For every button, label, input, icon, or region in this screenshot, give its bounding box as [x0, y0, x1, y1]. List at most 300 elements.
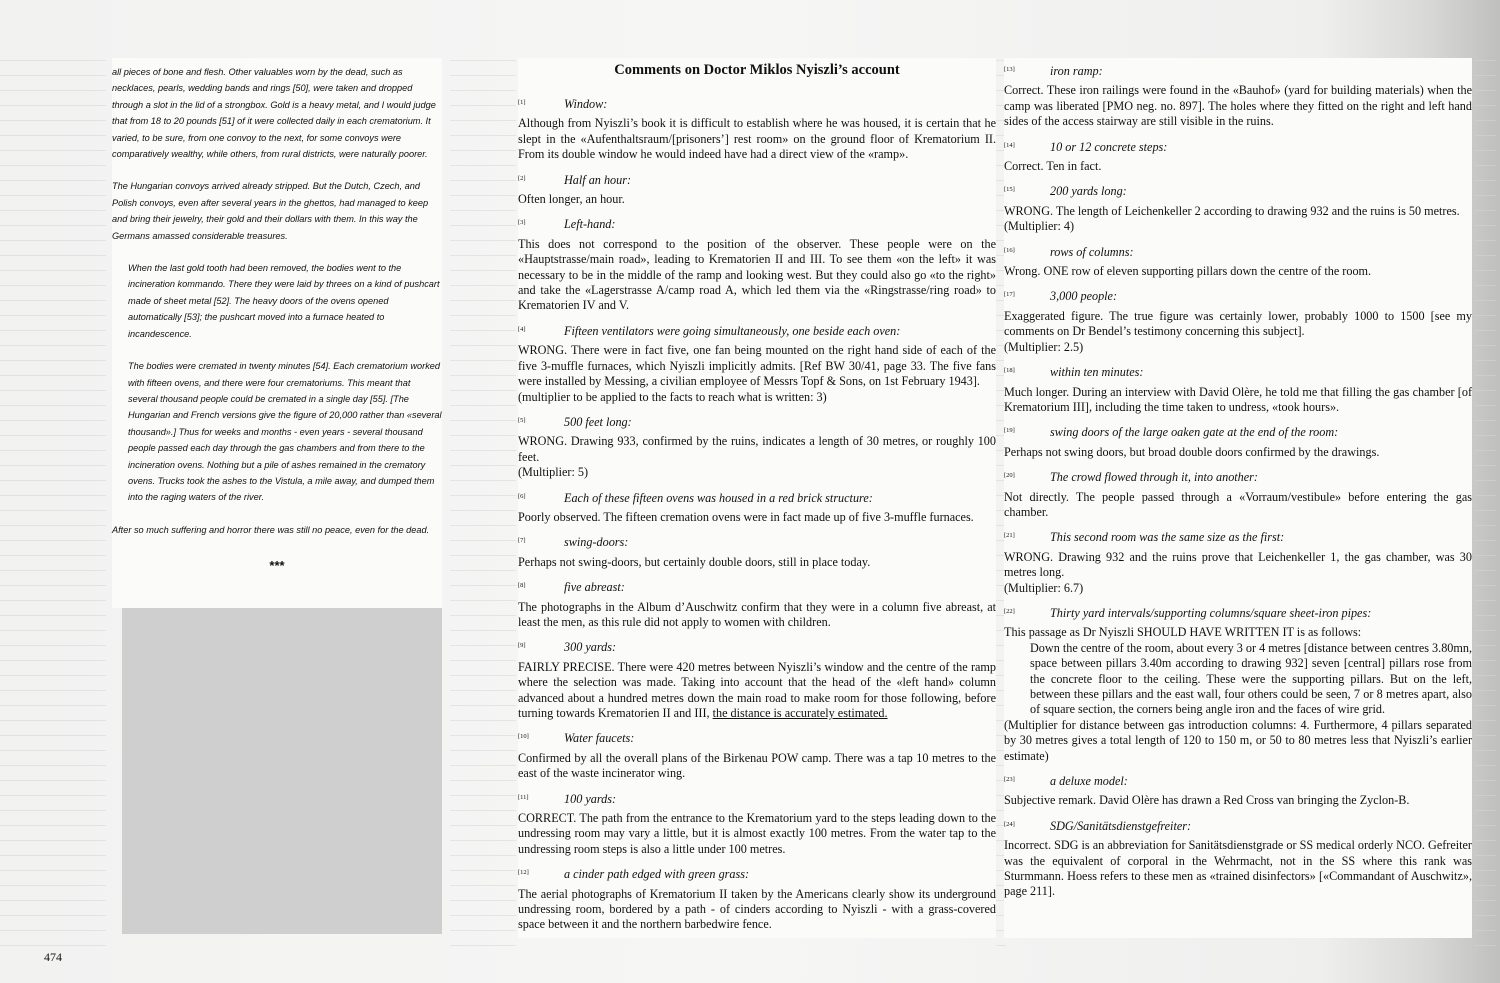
show-through-line — [450, 945, 516, 946]
footnote-head — [1004, 245, 1472, 262]
show-through-line — [450, 795, 516, 796]
footnote-12 — [518, 867, 996, 933]
show-through-line — [1475, 420, 1496, 421]
footnote-lemma: SDG/Sanitätsdienstgefreiter: — [1050, 818, 1192, 833]
show-through-line — [1475, 660, 1496, 661]
show-through-line — [450, 840, 516, 841]
show-through-line — [1475, 330, 1496, 331]
show-through-line — [1475, 450, 1496, 451]
left-paragraph-3: When the last gold tooth had been removed, the bodies went to the incineration kommando. There they were laid by threes on a kind of pushcart made of sheet metal [52]. The heavy doors of the ovens opened automatically [53]; the pushcart moved into a furnace heated to incandescence. — [128, 263, 440, 339]
show-through-line — [450, 585, 516, 586]
show-through-line — [0, 570, 106, 571]
show-through-line — [1475, 90, 1496, 91]
show-through-line — [0, 450, 106, 451]
show-through-line — [0, 240, 106, 241]
footnote-head — [518, 97, 996, 114]
show-through-line — [450, 495, 516, 496]
footnote-lemma: 100 yards: — [564, 791, 617, 806]
footnote-head — [518, 415, 996, 432]
footnote-lemma: 300 yards: — [564, 640, 617, 655]
show-through-line — [1475, 405, 1496, 406]
footnote-head — [518, 324, 996, 341]
show-through-line — [1475, 435, 1496, 436]
show-through-line — [1475, 645, 1496, 646]
left-paragraph-2: The Hungarian convoys arrived already stripped. But the Dutch, Czech, and Polish convoys, even after several years in the ghettos, had managed to keep and bring their jewelry, their gold and their dollars with them. In this way the Germans amassed considerable treasures. — [112, 181, 429, 241]
show-through-line — [450, 420, 516, 421]
show-through-line — [450, 885, 516, 886]
footnote-head — [518, 580, 996, 597]
show-through-line — [450, 180, 516, 181]
show-through-line — [0, 375, 106, 376]
page-title: Comments on Doctor Miklos Nyiszli’s account — [614, 62, 900, 78]
footnote-19 — [1004, 425, 1472, 460]
show-through-line — [0, 735, 106, 736]
footnote-head — [518, 867, 996, 884]
show-through-line — [450, 645, 516, 646]
show-through-line — [450, 105, 516, 106]
show-through-line — [0, 540, 106, 541]
page-number: 474 — [44, 950, 62, 964]
show-through-line — [0, 195, 106, 196]
footnote-text — [1004, 83, 1472, 129]
footnote-head — [1004, 140, 1472, 157]
footnote-multiplier: (Multiplier: 5) — [518, 465, 589, 480]
show-through-line — [1475, 885, 1496, 886]
left-paragraph-4: The bodies were cremated in twenty minutes [54]. Each crematorium worked with fifteen ovens, and there were four crematoriums. This meant that several thousand people could be cremated in a single day [55]. [The Hungarian and French versions give the figure of 20,000 rather than «several thousand».] Thus for weeks and months - even years - several thousand people passed each day through the gas chambers and from there to the incineration ovens. Nothing but a pile of ashes remained in the crematory ovens. Trucks took the ashes to the Vistula, a mile away, and dumped them into the raging waters of the river. — [128, 361, 442, 503]
show-through-line — [450, 405, 516, 406]
show-through-line — [1475, 720, 1496, 721]
footnote-23 — [1004, 774, 1472, 809]
show-through-line — [1475, 915, 1496, 916]
show-through-line — [450, 675, 516, 676]
show-through-line — [1475, 300, 1496, 301]
footnote-3 — [518, 217, 996, 313]
show-through-line — [1475, 810, 1496, 811]
show-through-line — [0, 360, 106, 361]
footnote-head — [518, 173, 996, 190]
footnote-text-content: This passage as Dr Nyiszli SHOULD HAVE WRITTEN IT is as follows: — [1004, 625, 1362, 640]
show-through-line — [1475, 555, 1496, 556]
footnote-18 — [1004, 365, 1472, 415]
show-through-line — [1475, 495, 1496, 496]
show-through-line — [1475, 75, 1496, 76]
show-through-line — [0, 870, 106, 871]
footnote-text-content: The photographs in the Album d’Auschwitz confirm that they were in a column five abreast, at least the men, as this rule did not apply to women with children. — [518, 599, 996, 629]
footnote-number: [20] — [1004, 472, 1015, 480]
show-through-line — [0, 150, 106, 151]
footnote-text-content: Not directly. The people passed through a «Vorraum/vestibule» before entering the gas chamber. — [1004, 489, 1472, 519]
footnote-number: [3] — [518, 219, 526, 227]
footnote-14 — [1004, 140, 1472, 175]
footnote-number: [23] — [1004, 776, 1015, 784]
footnote-text — [518, 510, 996, 525]
footnote-text-content: Correct. Ten in fact. — [1004, 159, 1102, 174]
show-through-line — [0, 645, 106, 646]
show-through-line — [450, 150, 516, 151]
footnote-13 — [1004, 64, 1472, 130]
show-through-line — [450, 855, 516, 856]
show-through-line — [996, 945, 1006, 946]
footnote-multiplier: (Multiplier for distance between gas introduction columns: 4. Furthermore, 4 pillars separated by 30 metres gives a total length of 120 to 150 m, or 50 to 80 metres less that Nyiszli’s earlier estimate) — [1004, 717, 1472, 763]
show-through-line — [1475, 780, 1496, 781]
footnote-number: [15] — [1004, 186, 1015, 194]
footnote-head — [1004, 365, 1472, 382]
footnote-7 — [518, 535, 996, 570]
footnote-lemma: swing-doors: — [564, 535, 629, 550]
show-through-line — [450, 60, 516, 61]
show-through-line — [0, 720, 106, 721]
show-through-line — [0, 630, 106, 631]
show-through-line — [450, 780, 516, 781]
footnote-lemma: a cinder path edged with green grass: — [564, 867, 750, 882]
footnote-lemma: Fifteen ventilators were going simultaneously, one beside each oven: — [564, 323, 901, 338]
footnote-text — [518, 192, 996, 207]
show-through-line — [1475, 60, 1496, 61]
show-through-line — [0, 225, 106, 226]
footnote-lemma: This second room was the same size as the first: — [1050, 530, 1285, 545]
show-through-line — [0, 120, 106, 121]
show-through-line — [450, 930, 516, 931]
footnote-multiplier: (Multiplier: 2.5) — [1004, 339, 1084, 354]
show-through-line — [1475, 540, 1496, 541]
show-through-line — [1475, 615, 1496, 616]
show-through-line — [1475, 390, 1496, 391]
show-through-line — [0, 480, 106, 481]
show-through-line — [0, 255, 106, 256]
show-through-line — [1475, 135, 1496, 136]
footnote-multiplier: (multiplier to be applied to the facts to reach what is written: 3) — [518, 389, 827, 404]
show-through-line — [450, 165, 516, 166]
footnote-text-content: WRONG. Drawing 932 and the ruins prove that Leichenkeller 1, the gas chamber, was 30 metres long. — [1004, 549, 1472, 580]
show-through-line — [0, 405, 106, 406]
footnote-multiplier: (Multiplier: 4) — [1004, 219, 1075, 234]
show-through-line — [0, 690, 106, 691]
show-through-line — [1475, 765, 1496, 766]
footnote-lemma: rows of columns: — [1050, 244, 1134, 259]
show-through-line — [450, 285, 516, 286]
show-through-line — [450, 615, 516, 616]
footnote-head — [1004, 819, 1472, 836]
show-through-line — [450, 525, 516, 526]
footnote-text-content: Although from Nyiszli’s book it is difficult to establish where he was housed, it is certain that he slept in the «Aufenthaltsraum/[prisoners’] rest room» on the ground floor of Krematorium II. From its double window he would indeed have had a direct view of the «ramp». — [518, 116, 996, 162]
right-column — [1004, 58, 1472, 938]
show-through-line — [0, 945, 106, 946]
show-through-line — [1475, 315, 1496, 316]
footnote-multiplier: (Multiplier: 6.7) — [1004, 580, 1084, 595]
footnote-text — [1004, 159, 1472, 174]
footnote-number: [17] — [1004, 291, 1015, 299]
show-through-line — [450, 375, 516, 376]
show-through-line — [1475, 855, 1496, 856]
show-through-line — [1475, 705, 1496, 706]
footnote-text-content: CORRECT. The path from the entrance to the Krematorium yard to the steps leading down to the undressing room may vary a little, but it is almost exactly 100 metres. From the water tap to the undressing room steps is also a little under 100 metres. — [518, 811, 996, 856]
footnote-text — [518, 555, 996, 570]
footnote-15 — [1004, 184, 1472, 234]
show-through-line — [1475, 840, 1496, 841]
footnote-24 — [1004, 819, 1472, 900]
show-through-line — [450, 600, 516, 601]
footnote-lemma: 500 feet long: — [564, 414, 632, 429]
show-through-line — [450, 735, 516, 736]
show-through-line — [0, 465, 106, 466]
show-through-line — [0, 300, 106, 301]
footnote-head — [1004, 470, 1472, 487]
footnote-17 — [1004, 289, 1472, 355]
show-through-line — [450, 705, 516, 706]
show-through-line — [1475, 600, 1496, 601]
show-through-line — [1475, 240, 1496, 241]
footnote-head — [1004, 606, 1472, 623]
footnote-number: [6] — [518, 492, 526, 500]
footnote-text-content: Incorrect. SDG is an abbreviation for Sanitätsdienstgrade or SS medical orderly NCO. Gefreiter was the equivalent of corporal in the Wehrmacht, not in the SS where this rank was Sturmmann. Hoess refers to these men as «trained disinfectors» [«Commandant of Auschwitz», page 211]. — [1004, 838, 1472, 899]
show-through-line — [0, 915, 106, 916]
footnote-10 — [518, 731, 996, 781]
show-through-line — [0, 105, 106, 106]
footnote-6 — [518, 491, 996, 526]
show-through-line — [1475, 900, 1496, 901]
footnote-text — [518, 751, 996, 782]
footnote-8 — [518, 580, 996, 630]
show-through-line — [1475, 570, 1496, 571]
footnote-head — [518, 217, 996, 234]
show-through-line — [1475, 825, 1496, 826]
footnote-text-content: Exaggerated figure. The true figure was certainly lower, probably 1000 to 1500 [see my comments on Dr Bendel’s testimony concerning this subject]. — [1004, 308, 1472, 339]
footnote-9 — [518, 640, 996, 721]
show-through-line — [1475, 195, 1496, 196]
show-through-line — [0, 840, 106, 841]
show-through-line — [450, 345, 516, 346]
footnote-text — [518, 343, 996, 389]
footnote-number: [7] — [518, 537, 526, 545]
footnote-text — [518, 600, 996, 631]
footnote-4 — [518, 324, 996, 405]
show-through-line — [0, 525, 106, 526]
footnote-underlined: the distance is accurately estimated. — [712, 706, 888, 720]
footnote-22 — [1004, 606, 1472, 764]
show-through-line — [450, 480, 516, 481]
show-through-line — [450, 255, 516, 256]
show-through-line — [450, 555, 516, 556]
footnote-head — [1004, 289, 1472, 306]
footnote-number: [19] — [1004, 427, 1015, 435]
show-through-line — [1475, 105, 1496, 106]
show-through-line — [1475, 345, 1496, 346]
footnote-lemma: a deluxe model: — [1050, 774, 1128, 789]
show-through-line — [450, 225, 516, 226]
footnote-lemma: Water faucets: — [564, 731, 635, 746]
show-through-line — [1475, 285, 1496, 286]
show-through-line — [0, 795, 106, 796]
footnote-number: [9] — [518, 642, 526, 650]
show-through-line — [1475, 210, 1496, 211]
show-through-line — [0, 210, 106, 211]
show-through-line — [450, 270, 516, 271]
footnote-2 — [518, 173, 996, 208]
footnote-number: [11] — [518, 793, 529, 801]
show-through-line — [450, 390, 516, 391]
show-through-line — [450, 300, 516, 301]
show-through-line — [1475, 360, 1496, 361]
footnote-text-content: The aerial photographs of Krematorium II taken by the Americans clearly show its underground undressing room, bordered by a path - of cinders according to Nyiszli - with a grass-covered space between it and the northern barbedwire fence. — [518, 886, 996, 932]
show-through-line — [0, 165, 106, 166]
footnote-number: [8] — [518, 582, 526, 590]
footnote-head — [518, 640, 996, 657]
footnote-text-content: FAIRLY PRECISE. There were 420 metres between Nyiszli’s window and the centre of the ramp where the selection was made. Taking into account that the head of the «left hand» column advanced about a hundred metres down the main road to make room for those following, before turning towards Krematorien II and III, — [518, 659, 996, 720]
show-through-line — [450, 90, 516, 91]
show-through-line — [450, 195, 516, 196]
show-through-line — [450, 315, 516, 316]
show-through-line — [1475, 120, 1496, 121]
show-through-line — [1475, 255, 1496, 256]
show-through-line — [1475, 735, 1496, 736]
footnote-text — [1004, 309, 1472, 340]
footnote-text-content: Subjective remark. David Olère has drawn a Red Cross van bringing the Zyclon-B. — [1004, 793, 1410, 808]
footnote-20 — [1004, 470, 1472, 520]
left-column — [112, 58, 442, 608]
show-through-line — [1475, 525, 1496, 526]
show-through-line — [1475, 630, 1496, 631]
show-through-line — [1475, 480, 1496, 481]
show-through-line — [450, 900, 516, 901]
show-through-line — [1475, 180, 1496, 181]
show-through-line — [450, 660, 516, 661]
footnote-text-content: Wrong. ONE row of eleven supporting pillars down the centre of the room. — [1004, 264, 1372, 279]
show-through-line — [0, 285, 106, 286]
footnote-text-content: WRONG. The length of Leichenkeller 2 according to drawing 932 and the ruins is 50 metres. — [1004, 203, 1460, 218]
show-through-line — [1475, 675, 1496, 676]
show-through-line — [0, 330, 106, 331]
show-through-line — [450, 240, 516, 241]
footnote-number: [16] — [1004, 246, 1015, 254]
footnote-text — [1004, 204, 1472, 219]
footnote-quote: Down the centre of the room, about every 3 or 4 metres [distance between centres 3.80mn, space between pillars 3.40m according to drawing 932] seven [central] pillars rose from the concrete floor to the ceiling. These were the supporting pillars. But on the left, between these pillars and the east wall, four others could be seen, 7 or 8 metres apart, also of square section, the corners being angle iron and the faces of wire grid. — [1030, 640, 1472, 717]
footnote-lemma: within ten minutes: — [1050, 365, 1144, 380]
footnote-text — [1004, 625, 1472, 640]
show-through-line — [450, 720, 516, 721]
show-through-line — [450, 360, 516, 361]
footnote-text — [518, 237, 996, 314]
show-through-line — [0, 420, 106, 421]
footnote-5 — [518, 415, 996, 481]
show-through-line — [450, 510, 516, 511]
show-through-line — [1475, 270, 1496, 271]
footnote-head — [1004, 530, 1472, 547]
footnote-head — [1004, 184, 1472, 201]
show-through-line — [0, 90, 106, 91]
show-through-line — [0, 660, 106, 661]
show-through-line — [1475, 150, 1496, 151]
show-through-line — [1475, 870, 1496, 871]
show-through-line — [450, 540, 516, 541]
show-through-line — [0, 315, 106, 316]
footnote-1 — [518, 97, 996, 163]
footnote-head — [1004, 425, 1472, 442]
show-through-line — [450, 810, 516, 811]
footnote-text-content: Perhaps not swing-doors, but certainly double doors, still in place today. — [518, 554, 871, 569]
show-through-line — [0, 885, 106, 886]
footnote-text — [518, 434, 996, 465]
show-through-line — [1475, 690, 1496, 691]
middle-notes — [518, 97, 996, 933]
show-through-line — [450, 435, 516, 436]
show-through-line — [1475, 750, 1496, 751]
footnote-11 — [518, 792, 996, 858]
footnote-text — [1004, 445, 1472, 460]
footnote-lemma: 200 yards long: — [1050, 184, 1127, 199]
left-paragraph-1: all pieces of bone and flesh. Other valuables worn by the dead, such as necklaces, pearls, wedding bands and rings [50], were taken and dropped through a slot in the lid of a strongbox. Gold is a heavy metal, and I would judge that from 18 to 20 pounds [51] of it were collected daily in each crematorium. It varied, to be sure, from one convoy to the next, for some convoys were comparatively wealthy, while others, from rural districts, were naturally poorer. — [112, 67, 436, 160]
footnote-lemma: 3,000 people: — [1050, 289, 1118, 304]
show-through-line — [0, 855, 106, 856]
footnote-lemma: five abreast: — [564, 580, 625, 595]
section-separator: *** — [269, 558, 285, 574]
show-through-line — [1475, 795, 1496, 796]
footnote-head — [518, 491, 996, 508]
footnote-lemma: Thirty yard intervals/supporting columns/square sheet-iron pipes: — [1050, 605, 1372, 620]
show-through-line — [450, 750, 516, 751]
middle-column — [518, 58, 996, 938]
footnote-text — [1004, 838, 1472, 900]
footnote-text — [518, 811, 996, 857]
footnote-number: [24] — [1004, 820, 1015, 828]
footnote-text — [518, 887, 996, 933]
show-through-line — [0, 60, 106, 61]
footnote-text-content: Perhaps not swing doors, but broad double doors confirmed by the drawings. — [1004, 444, 1380, 459]
show-through-line — [0, 435, 106, 436]
footnote-text — [1004, 264, 1472, 279]
show-through-line — [450, 765, 516, 766]
footnote-number: [5] — [518, 416, 526, 424]
show-through-line — [0, 555, 106, 556]
footnote-lemma: Window: — [564, 97, 608, 111]
show-through-line — [450, 870, 516, 871]
footnote-number: [10] — [518, 733, 529, 741]
footnote-text — [518, 660, 996, 722]
footnote-text-content: WRONG. Drawing 933, confirmed by the ruins, indicates a length of 30 metres, or roughly 100 feet. — [518, 434, 996, 464]
footnote-lemma: The crowd flowed through it, into another: — [1050, 470, 1258, 485]
footnote-text-content: Much longer. During an interview with David Olère, he told me that filling the gas chamber [of Krematorium III], including the time taken to undress, «took hours». — [1004, 384, 1472, 414]
show-through-line — [450, 330, 516, 331]
footnote-text — [1004, 490, 1472, 521]
show-through-line — [1475, 225, 1496, 226]
right-notes — [1004, 58, 1472, 900]
footnote-number: [4] — [518, 325, 526, 333]
show-through-line — [0, 615, 106, 616]
footnote-text-content: Poorly observed. The fifteen cremation ovens were in fact made up of five 3-muffle furnaces. — [518, 509, 974, 524]
show-through-line — [0, 780, 106, 781]
show-through-line — [1475, 945, 1496, 946]
footnote-number: [14] — [1004, 141, 1015, 149]
show-through-line — [0, 825, 106, 826]
show-through-line — [450, 75, 516, 76]
footnote-text-content: WRONG. There were in fact five, one fan being mounted on the right hand side of each of the five 3-muffle furnaces, which Nyiszli implicitly admits. [Ref BW 30/41, page 33. The five fans were installed by Messing, a civilian employee of Messrs Topf & Sons, on 1st February 1943]. — [518, 343, 996, 389]
show-through-line — [450, 825, 516, 826]
footnote-text-content: Correct. These iron railings were found in the «Bauhof» (yard for building materials) when the camp was liberated [PMO neg. no. 897]. The holes where they fitted on the right and left hand sides of the access stairway are still visible in the ruins. — [1004, 83, 1472, 129]
show-through-line — [450, 120, 516, 121]
show-through-line — [0, 585, 106, 586]
footnote-lemma: Half an hour: — [564, 172, 632, 187]
footnote-text-content: Often longer, an hour. — [518, 192, 625, 207]
show-through-line — [0, 675, 106, 676]
footnote-lemma: Left-hand: — [564, 217, 616, 232]
left-paragraph-5: After so much suffering and horror there was still no peace, even for the dead. — [112, 524, 430, 535]
footnote-lemma: iron ramp: — [1050, 64, 1103, 78]
footnote-lemma: Each of these fifteen ovens was housed in a red brick structure: — [564, 490, 873, 505]
footnote-text — [1004, 550, 1472, 581]
footnote-number: [12] — [518, 869, 529, 877]
footnote-head — [518, 535, 996, 552]
show-through-line — [1475, 510, 1496, 511]
footnote-lemma: 10 or 12 concrete steps: — [1050, 139, 1168, 154]
